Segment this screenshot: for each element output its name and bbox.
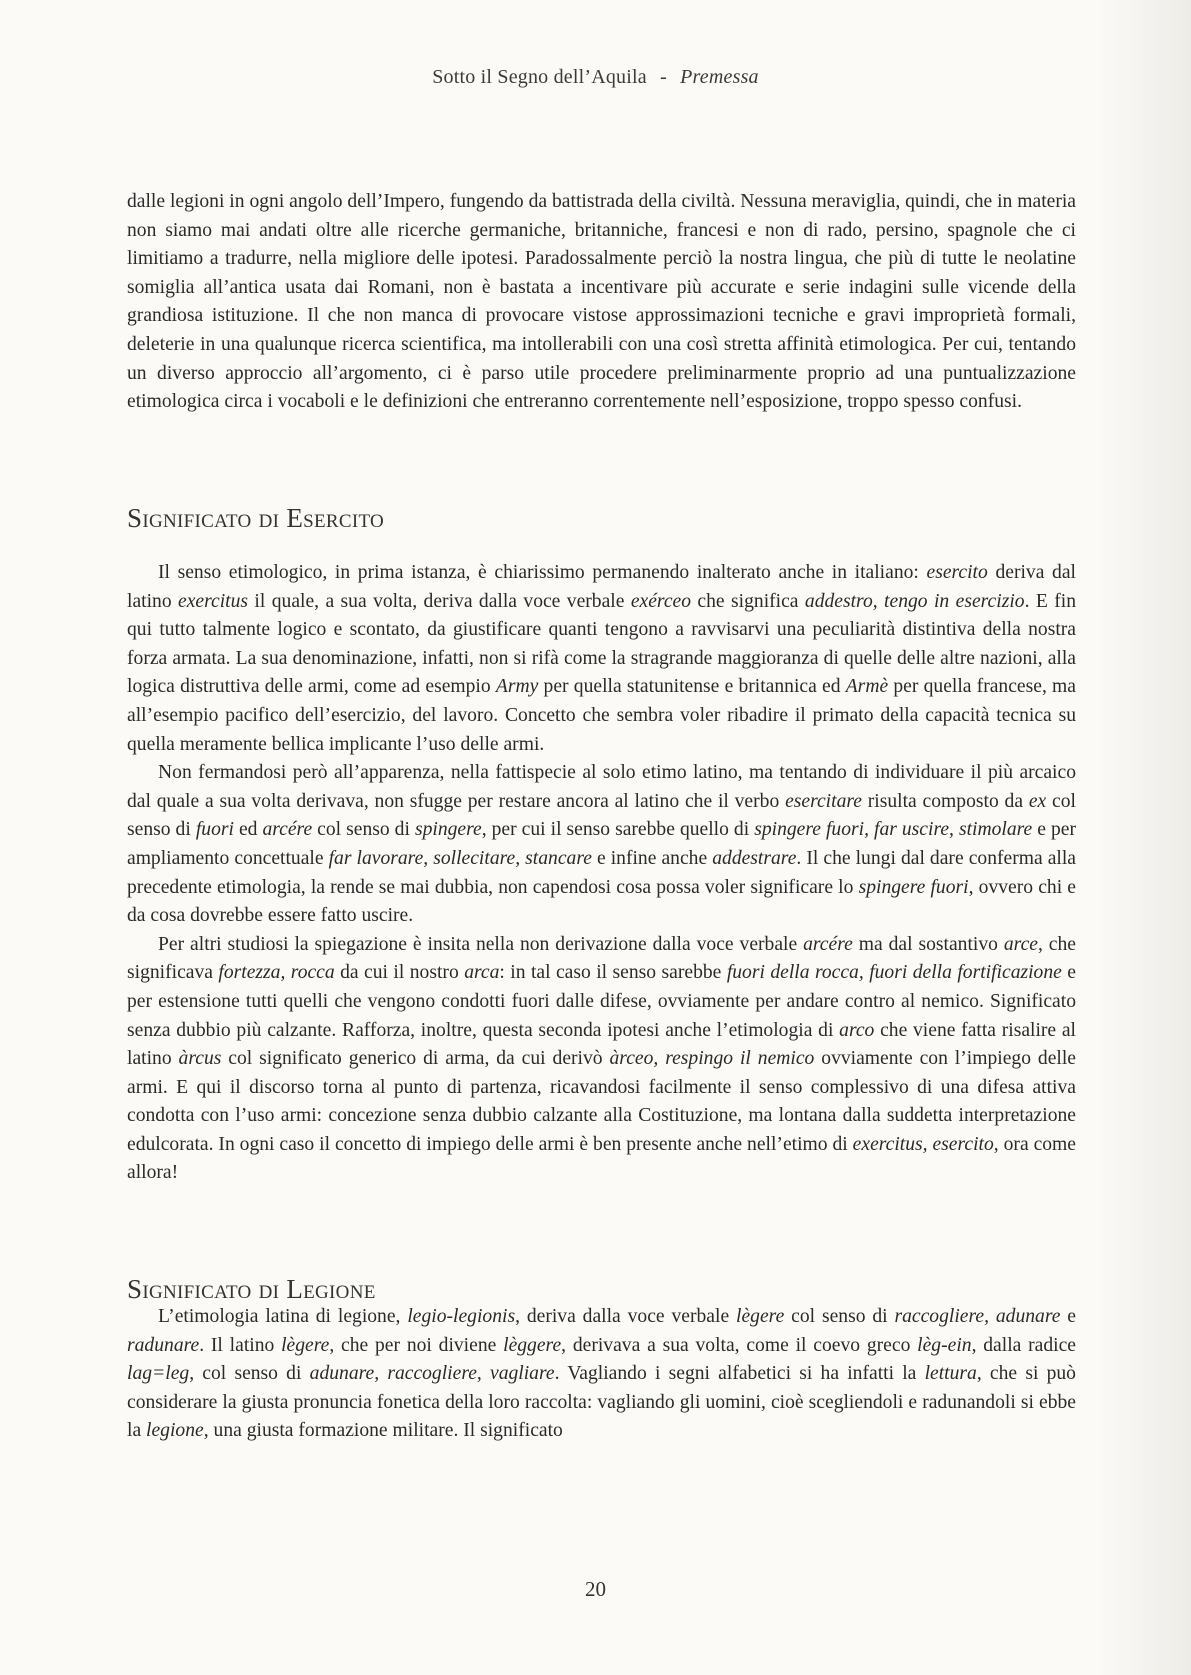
- text-run: col senso di: [784, 1306, 895, 1327]
- text-run: da cui il nostro: [334, 962, 465, 984]
- text-run: . Il che lungi dal dare conferma alla precedente etimologia, la rende se mai dubbia, non capendosi cosa possa voler significare lo: [127, 847, 1077, 898]
- italic-term: exercitus: [178, 590, 249, 612]
- text-run: che viene fatta risalire al latino: [127, 1019, 1077, 1070]
- italic-term: raccogliere, adunare: [894, 1306, 1061, 1327]
- italic-term: lettura: [924, 1363, 977, 1385]
- text-run: . Il latino: [199, 1334, 282, 1356]
- italic-term: spingere fuori, far uscire, stimolare: [754, 819, 1033, 841]
- text-run: . Vagliando i segni alfabetici si ha infatti la: [554, 1363, 925, 1385]
- text-run: col senso di: [127, 790, 1076, 841]
- italic-term: àrceo, respingo il nemico: [609, 1048, 815, 1070]
- italic-term: arcére: [262, 819, 313, 841]
- text-run: L’etimologia latina di legione,: [158, 1306, 408, 1327]
- text-run: Non fermandosi però all’apparenza, nella fattispecie al solo etimo latino, ma tentando di individuare il più arcaico dal quale a sua volta derivava, non sfugge per restare ancora al latino che il verbo: [127, 762, 1076, 812]
- text-run: ovviamente con l’impiego delle armi. E qui il discorso torna al punto di partenza, ricavandosi facilmente il senso complessivo di una difesa attiva condotta con l’uso armi: concezione senza dubbio calzante alla Costituzione, ma lontana dalla suddetta interpretazione edulcorata. In ogni caso il concetto di impiego delle armi è ben presente anche nell’etimo di: [127, 1048, 1076, 1155]
- esercito-paragraph-2: [127, 759, 1076, 931]
- text-run: e per ampliamento concettuale: [127, 819, 1077, 869]
- italic-term: Armè: [845, 676, 889, 698]
- text-run: e: [1060, 1306, 1077, 1327]
- italic-term: adunare, raccogliere, vagliare: [309, 1363, 555, 1385]
- text-run: , che si può considerare la giusta pronuncia fonetica della loro raccolta: vagliando gli uomini, cioè scegliendoli e radunandoli si ebbe la: [127, 1363, 1076, 1442]
- text-run: , che significava: [127, 933, 1076, 984]
- heading-esercito: Significato di Esercito: [127, 503, 385, 533]
- italic-term: fuori della rocca, fuori della fortificazione: [726, 962, 1062, 984]
- header-separator: -: [660, 66, 667, 88]
- text-run: , deriva dalla voce verbale: [515, 1306, 737, 1327]
- text-run: col significato generico di arma, da cui derivò: [221, 1048, 610, 1070]
- text-run: Il senso etimologico, in prima istanza, è chiarissimo permanendo inalterato anche in italiano:: [158, 562, 927, 583]
- heading-legione: Significato di Legione: [127, 1274, 376, 1304]
- text-run: , ora come allora!: [127, 1133, 1076, 1184]
- italic-term: fuori: [195, 819, 234, 841]
- text-run: , per cui il senso sarebbe quello di: [481, 819, 755, 841]
- italic-term: lag=leg: [127, 1363, 190, 1385]
- running-header: [0, 66, 1191, 89]
- italic-term: ex: [1028, 790, 1047, 812]
- italic-term: arca: [464, 962, 500, 984]
- text-run: deriva dal latino: [127, 562, 1076, 612]
- italic-term: àrcus: [178, 1048, 222, 1070]
- italic-term: radunare: [127, 1334, 200, 1356]
- italic-term: addestrare: [712, 847, 797, 869]
- italic-term: exérceo: [630, 590, 692, 612]
- italic-term: lèg-ein: [917, 1334, 972, 1356]
- italic-term: fortezza, rocca: [218, 962, 335, 984]
- text-run: , col senso di: [189, 1363, 310, 1385]
- text-run: , che per noi diviene: [329, 1334, 504, 1356]
- text-run: che significa: [691, 590, 805, 612]
- legione-paragraph-1: [127, 1303, 1076, 1446]
- italic-term: exercitus, esercito: [852, 1133, 994, 1155]
- text-run: per quella statunitense e britannica ed: [538, 676, 846, 698]
- italic-term: esercito: [926, 562, 988, 583]
- text-run: , derivava a sua volta, come il coevo greco: [561, 1334, 918, 1356]
- text-run: e per estensione tutti quelli che vengono condotti fuori dalle difese, ovviamente per andare contro al nemico. Significato senza dubbio più calzante. Rafforza, inoltre, questa seconda ipotesi anche l’etimologia di: [127, 962, 1076, 1041]
- text-run: Per altri studiosi la spiegazione è insita nella non derivazione dalla voce verbale: [158, 933, 804, 955]
- italic-term: lègere: [281, 1334, 330, 1356]
- esercito-block: [127, 559, 1076, 1188]
- legione-block: [127, 1303, 1076, 1446]
- italic-term: far lavorare, sollecitare, stancare: [328, 847, 592, 869]
- text-run: : in tal caso il senso sarebbe: [499, 962, 727, 984]
- text-run: e infine anche: [591, 847, 713, 869]
- italic-term: addestro, tengo in esercizio: [804, 590, 1025, 612]
- text-run: , dalla radice: [971, 1334, 1076, 1356]
- text-run: ed: [233, 819, 263, 841]
- intro-block: [127, 188, 1076, 417]
- text-run: il quale, a sua volta, deriva dalla voce verbale: [248, 590, 631, 612]
- section-title: Premessa: [680, 66, 759, 88]
- text-run: , una giusta formazione militare. Il significato: [203, 1420, 563, 1442]
- book-title: Sotto il Segno dell’Aquila: [432, 66, 647, 88]
- text-run: per quella francese, ma all’esempio pacifico dell’esercizio, del lavoro. Concetto che sembra voler ribadire il primato della capacità tecnica su quella meramente bellica implicante l’uso delle armi.: [127, 676, 1076, 755]
- esercito-paragraph-1: [127, 559, 1076, 759]
- italic-term: lègere: [736, 1306, 785, 1327]
- italic-term: spingere fuori: [858, 876, 969, 898]
- text-run: . E fin qui tutto talmente logico e scontato, da giustificare quanti tengono a ravvisarvi una peculiarità distintiva della nostra forza armata. La sua denominazione, infatti, non si rifà come la stragrande maggioranza di quelle delle altre nazioni, alla logica distruttiva delle armi, come ad esempio: [127, 590, 1077, 698]
- italic-term: arco: [839, 1019, 875, 1041]
- italic-term: legio-legionis: [407, 1306, 516, 1327]
- text-run: risulta composto da: [861, 790, 1029, 812]
- intro-paragraph: dalle legioni in ogni angolo dell’Impero, fungendo da battistrada della civiltà. Nessuna meraviglia, quindi, che in materia non siamo mai andati oltre alle ricerche germaniche, britanniche, francesi e non di rado, persino, spagnole che ci limitiamo a tradurre, nella migliore delle ipotesi. Paradossalmente perciò la nostra lingua, che più di tutte le neolatine somiglia all’antica usata dai Romani, non è bastata a incentivare più accurate e serie indagini sulle vicende della grandiosa istituzione. Il che non manca di provocare vistose approssimazioni tecniche e gravi improprietà formali, deleterie in una qualunque ricerca scientifica, ma intollerabili con una così stretta affinità etimologica. Per cui, tentando un diverso approccio all’argomento, ci è parso utile procedere preliminarmente proprio ad una puntualizzazione etimologica circa i vocaboli e le definizioni che entreranno correntemente nell’esposizione, troppo spesso confusi.: [127, 191, 1076, 413]
- italic-term: arcére: [803, 933, 853, 955]
- text-run: col senso di: [312, 819, 415, 841]
- esercito-paragraph-3: [127, 931, 1076, 1188]
- italic-term: legione: [146, 1420, 204, 1442]
- text-run: , ovvero chi e da cosa dovrebbe essere fatto uscire.: [127, 876, 1076, 927]
- italic-term: lèggere: [503, 1334, 562, 1356]
- page-number: 20: [585, 1577, 606, 1601]
- italic-term: spingere: [414, 819, 482, 841]
- text-run: ma dal sostantivo: [852, 933, 1004, 955]
- italic-term: esercitare: [785, 790, 862, 812]
- italic-term: arce: [1003, 933, 1038, 955]
- italic-term: Army: [495, 676, 539, 698]
